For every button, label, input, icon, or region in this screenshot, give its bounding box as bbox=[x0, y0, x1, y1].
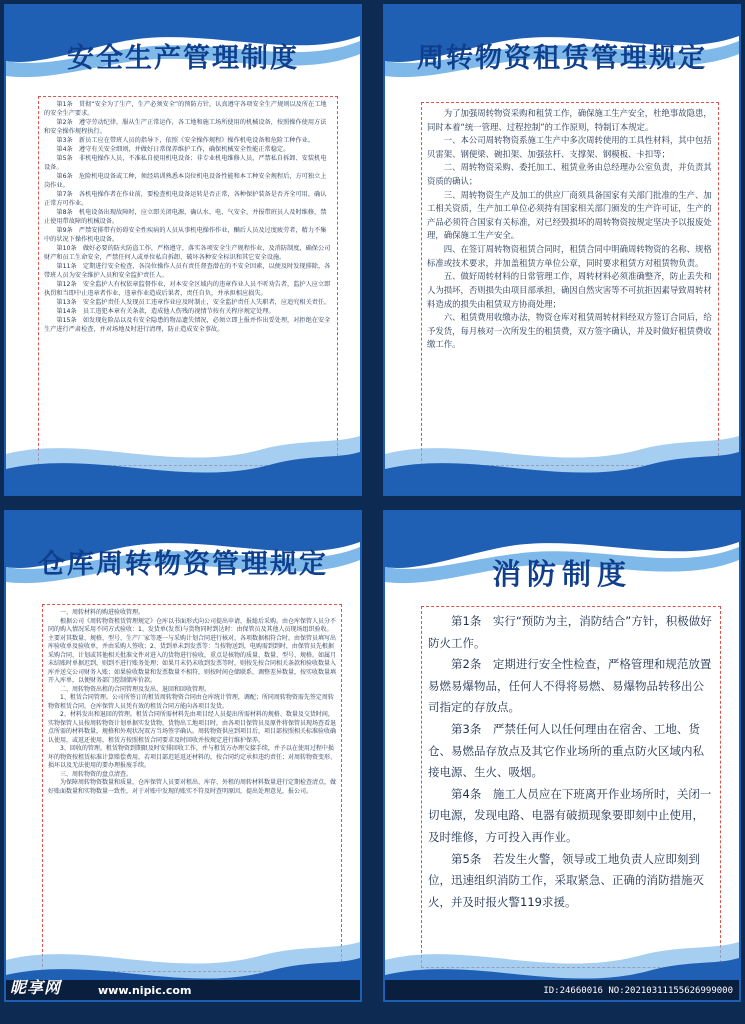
rule-paragraph: 第9条 严禁安排带有妨碍安全性疾病的人员从事机电操作作业，酗后人员及过度疲劳者，精力不集中的状况下操作机电设备。 bbox=[44, 226, 327, 243]
rule-paragraph: 第5条 若发生火警，领导或工地负责人应即刻到位，迅速组织消防工作，采取紧急、正确的消防措施灭火，并及时报火警119求援。 bbox=[428, 851, 704, 909]
rule-paragraph: 第1条 实行“预防为主，消防结合”方针，积极做好防火工作。 bbox=[428, 614, 712, 650]
rule-paragraph: 根据公司《周转物资租赁管理规定》仓库以书面形式向公司提出申请，报総后采购。由仓库保管人员分不同的购入情况采用不同方式验收：1、发货单(发票)与货物同时到达时：由保管员及其他人员现场组织验收。主要对其数量、规格、型号、生产厂家等逐一与采购计划合同进行核对，各项数据相符合时，由保管员填写出库验收单及验收单，并由采购人签收；2、货到单未到发票等：当按物送到，电购需到到时，由保管员先根据采购合同、计划或其他相关批准文件对进入的货物进行验收，重点是核物的质量、数量、型号、规格。如属月末结账时单据迟到，则到不进行账务处理；如果月末仍未收到发票等时，则按先按合同相关条款和验收数量入库并送交公司财务入账；如果验收数量和发票数量不相符，则按时间仓储联系，调整差异数量，按实收数量填开入库单，以便财务部门控制储库价款。 bbox=[48, 617, 337, 685]
rule-paragraph: 第3条 严禁任何人以任何理由在宿舍、工地、货仓、易燃品存放点及其它作业场所的重点防火区域内私接电源、生火、吸烟。 bbox=[428, 722, 704, 780]
watermark-image-id: ID:24660016 NO:20210311155626999000 bbox=[543, 986, 733, 996]
rules-text bbox=[42, 604, 342, 972]
rule-paragraph: 四、在签订周转物资租赁合同时，租赁合同中明确周转物资的名称、规格标准或技术要求，并加盖租赁方单位公章，同时要求租赁方对租赁物负责。 bbox=[427, 244, 712, 268]
rule-paragraph: 第10条 做好必要的防火防盗工作，严格遵守，落实各项安全生产规程作业，及消防制度，确保公司财产和员工生命安全，严禁任何人或单位私自拆卸、破坏各种安全标识和其它安全设施。 bbox=[44, 244, 331, 261]
bottom-wave-decoration bbox=[6, 414, 360, 494]
rule-paragraph: 第15条 如发现危险品以及有安全隐患的物品遗失情况，必须立即上报并作出妥处理，对拒绝在安全生产进行严肃检查，并对场地及时进行清理，防止造成安全事故。 bbox=[44, 316, 331, 333]
warehouse-poster bbox=[4, 510, 362, 1002]
rule-paragraph: 二、周转物资采购、委托加工、租赁业务由总经理办公室负责，并负责其资质的确认； bbox=[427, 162, 712, 187]
rule-paragraph: 第1条 贯彻“安全为了生产，生产必须安全”的预防方针，认真遵守各项安全生产规则以及所在工地的安全生产要求。 bbox=[44, 101, 327, 117]
rule-paragraph: 第8条 机电设备出现故障时，应立即关闭电源，确认水、电、气安全，并报带班员人及时维修，禁止使用带故障的机械设备。 bbox=[44, 208, 327, 225]
rule-paragraph: 六、租赁费用收缴办法，物资仓库对租赁周转材料经双方签订合同后，给予发货，每月核对一次所发生的租赁费，双方签字确认，并及时做好租赁费收缴工作。 bbox=[427, 312, 712, 350]
rule-paragraph: 第11条 定期进行安全检查，各岗位操作人员有责任督查潜在的不安全因素，以便及时发现排除，各带班人员为安全维护人员和安全监护责任人。 bbox=[44, 262, 331, 279]
rental-poster bbox=[383, 4, 741, 496]
watermark-bar bbox=[385, 980, 739, 1000]
rules-text bbox=[421, 606, 721, 968]
rule-paragraph: 一、周转材料的购进验收管理。 bbox=[60, 609, 145, 616]
rule-paragraph: 为保障周转物资数量和质量，仓库保管人员要对租出、库存、外租的周转材料数量进行定期检查清点，做好账面数量和实物数量一致性，对于对账中发现的账实不符及时查明原因，提出处理意见，报公司。 bbox=[48, 779, 337, 795]
rule-paragraph: 第7条 各机电操作者在作业前，要检查机电设备运转是否正常，各种保护装备是否齐全可用，确认正常方可作业。 bbox=[44, 190, 327, 207]
rule-paragraph: 第4条 施工人员应在下班离开作业场所时，关闭一切电源，发现电路、电器有破损现象要即刻中止使用，及时维修，方可投入再作业。 bbox=[428, 786, 712, 845]
rules-text bbox=[421, 102, 719, 466]
watermark-bar bbox=[6, 980, 360, 1000]
rule-paragraph: 第13条 安全监护责任人发现员工违章作业应及时制止，安全监护责任人失职者，应追究相关责任。 bbox=[56, 298, 331, 306]
rule-paragraph: 第2条 遵守劳动纪律，服从生产正常运作，各工地和施工场所使用的机械设备，按照操作使用方法和安全操作规程执行。 bbox=[44, 118, 327, 135]
rule-paragraph: 第5条 非机电操作人员，不准私自使用机电设备；非专业机电维修人员，严禁私自拆卸、安装机电设备。 bbox=[44, 154, 327, 171]
page-title: 周转物资租赁管理规定 bbox=[417, 43, 707, 74]
rule-paragraph: 第2条 定期进行安全性检查，严格管理和规范放置易燃易爆物品，任何人不得将易燃、易爆物品转移出公司指定的存放点。 bbox=[428, 657, 712, 715]
rule-paragraph: 1、租赁合同管理。公司所签订的租赁周转物资合同由仓库统计管理，调配；所同周转物资需先签定周转物资租赁合同，仓库保管人员凭有效的租赁合同方能向各项目发货。 bbox=[48, 694, 334, 710]
rule-paragraph: 第6条 危险机电设备或工种，须经培训熟悉本岗位机电设备性能和本工种安全规程后，方可独立上岗作业。 bbox=[44, 172, 327, 189]
watermark-logo: 昵享网 bbox=[10, 978, 62, 997]
bottom-wave-decoration bbox=[385, 414, 739, 494]
rule-paragraph: 第12条 安全监护人有权依章监督作业，对本安全区域内的违章作业人员不听劝告者，监护人应立即执罚和当即中止违章者作业，违章作业造成后果者，责任自负，并承担相应损失。 bbox=[44, 280, 331, 297]
rule-paragraph: 五、做好周转材料的日常管理工作，周转材料必须准确整齐，防止丢失和人为损坏，否则损失由项目部承担，确因自然灾害等不可抗拒因素导致周转材料造成的损失由租赁双方协商处理； bbox=[427, 271, 712, 309]
rule-paragraph: 为了加强周转物资采购和租赁工作，确保施工生产安全，杜绝事故隐患，同时本着“统一管理、过程控制”的工作原则，特制订本规定。 bbox=[427, 108, 712, 132]
rule-paragraph: 三、周转物资生产及加工的供应厂商须具备国家有关部门批准的生产、加工相关资质，生产加工单位必须持有国家相关部门颁发的生产许可证，生产的产品必须符合国家有关标准，对已经毁损坏的周转物资按规定坚决予以报废处理，确保施工生产安全。 bbox=[427, 189, 712, 241]
page-title: 消防制度 bbox=[491, 557, 632, 591]
rule-paragraph: 第14条 员工违犯本章有关条款，造成他人伤残的视情节按有关程序规定处理。 bbox=[56, 307, 275, 315]
page-title: 安全生产管理制度 bbox=[67, 43, 299, 74]
page-title: 仓库周转物资管理规定 bbox=[38, 549, 328, 580]
fire-poster bbox=[383, 510, 741, 1002]
watermark-site: www.nipic.com bbox=[98, 984, 192, 997]
rule-paragraph: 三、周转物资的盘点清查。 bbox=[60, 770, 133, 778]
rule-paragraph: 一、本公司周转物资系施工生产中多次周转使用的工具性材料，其中包括贝雷架、钢便梁、碗扣架、加强弦杆、支撑架、钢模板、卡扣等； bbox=[427, 135, 712, 159]
rule-paragraph: 3、回收的管理。租赁物资到期限及时安排回收工作，并与租赁方办理交接手续，并予以在使用过程中损坏的物资按租赁标准计算赔偿费用，若项目部迟延返还材料的，按合同约定承担违约责任；对周转物资变形、损坏以及无法使用的要办理报废手续。 bbox=[48, 745, 337, 770]
rule-paragraph: 二、周转物资出租的合同管理及发出、退回和回收管理。 bbox=[60, 685, 211, 693]
safety-poster bbox=[4, 4, 362, 496]
rule-paragraph: 第3条 新员工应在带班人员的指导下，依照《安全操作规程》操作机电设备和危险工种作业。 bbox=[56, 136, 315, 144]
rule-paragraph: 2、材料发出和退回的管理。租赁合同所需材料先由项目经人员提出所需材料的规格、数量及交货时间，实物保管人员按周转物资计划单据实发货物，货物出工地项目时，由各项目保管员及原件将保管员现场查看退点所需的材料数量，规格和外观状况双方当场签字确认。周转物资供应到项目后，项目部按照相关标准验收确认使用，或返还使用，租赁方按照租赁合同要求及时回收并按规定进行维护保养。 bbox=[48, 711, 337, 744]
rules-text bbox=[38, 96, 338, 466]
rule-paragraph: 第4条 遵守有关安全细则，并做好日常保养维护工作，确保机械安全性能正常稳定。 bbox=[56, 145, 290, 153]
